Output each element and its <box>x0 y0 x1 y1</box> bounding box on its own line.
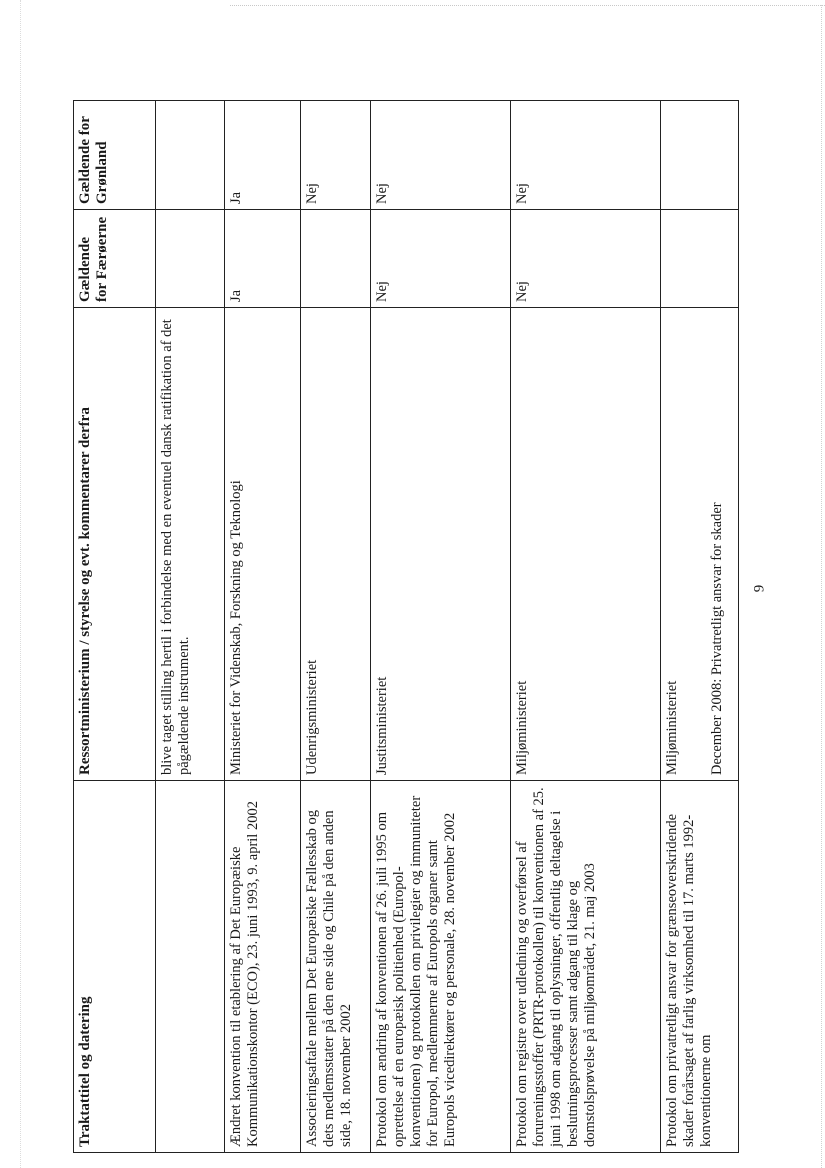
cell-title: Associeringsaftale mellem Det Europæiske Fællesskab og dets medlemsstater på den ene side og Chile på den anden side, 18. november 2002 <box>301 781 371 1153</box>
cell-ministry: Udenrigsministeriet <box>301 307 371 780</box>
cell-greenland: Nej <box>301 100 371 209</box>
cell-greenland <box>661 100 739 209</box>
cell-title <box>156 781 225 1153</box>
cell-ministry: blive taget stilling hertil i forbindelse med en eventuel dansk ratifikation af det pågældende instrument. <box>156 307 225 780</box>
table-row <box>301 100 371 1152</box>
table-row <box>661 100 739 1152</box>
rotated-page-content <box>73 101 738 1153</box>
cell-greenland: Nej <box>371 100 511 209</box>
cell-ministry-name: Miljøministeriet <box>664 680 680 775</box>
header-greenland: Gældende for Grønland <box>74 100 156 209</box>
scan-artifact-top <box>230 5 825 6</box>
cell-faroe: Nej <box>511 209 661 307</box>
cell-faroe: Ja <box>225 209 301 307</box>
cell-faroe: Nej <box>371 209 511 307</box>
cell-faroe <box>301 209 371 307</box>
cell-ministry-note: December 2008: Privatretligt ansvar for skader <box>709 502 726 775</box>
table-row <box>156 100 225 1152</box>
cell-title: Protokol om registre over udledning og overførsel af forureningsstoffer (PRTR-protokollen) til konventionen af 25. juni 1998 om adgang til oplysninger, offentlig deltagelse i beslutningsprocesser samt adgang til klage og domstolsprøvelse på miljøområdet, 21. maj 2003 <box>511 781 661 1153</box>
cell-greenland <box>156 100 225 209</box>
header-faroe: Gældende for Færøerne <box>74 209 156 307</box>
cell-faroe <box>156 209 225 307</box>
cell-greenland: Nej <box>511 100 661 209</box>
table-header-row <box>74 100 156 1152</box>
cell-title: Protokol om privatretligt ansvar for grænseoverskridende skader forårsaget af farlig virksomhed til 17. marts 1992-konventionerne om <box>661 781 739 1153</box>
treaty-table <box>73 100 739 1153</box>
cell-ministry: Miljøministeriet <box>511 307 661 780</box>
table-row <box>511 100 661 1152</box>
header-ministry: Ressortministerium / styrelse og evt. kommentarer derfra <box>74 307 156 780</box>
cell-ministry <box>661 307 739 780</box>
cell-faroe <box>661 209 739 307</box>
scan-artifact-right <box>821 5 822 1168</box>
header-treaty-title: Traktattitel og datering <box>74 781 156 1153</box>
page-number: 9 <box>751 584 768 593</box>
cell-ministry: Ministeriet for Videnskab, Forskning og Teknologi <box>225 307 301 780</box>
cell-ministry: Justitsministeriet <box>371 307 511 780</box>
table-row <box>225 100 301 1152</box>
cell-greenland: Ja <box>225 100 301 209</box>
cell-title: Ændret konvention til etablering af Det Europæiske Kommunikationskontor (ECO), 23. juni 1993, 9. april 2002 <box>225 781 301 1153</box>
cell-title: Protokol om ændring af konventionen af 26. juli 1995 om oprettelse af en europæisk politienhed (Europol-konventionen) og protokollen om privilegier og immuniteter for Europol, medlemmerne af Europols organer samt Europols vicedirektører og personale, 28. november 2002 <box>371 781 511 1153</box>
table-row <box>371 100 511 1152</box>
scan-artifact-left <box>20 0 21 1168</box>
